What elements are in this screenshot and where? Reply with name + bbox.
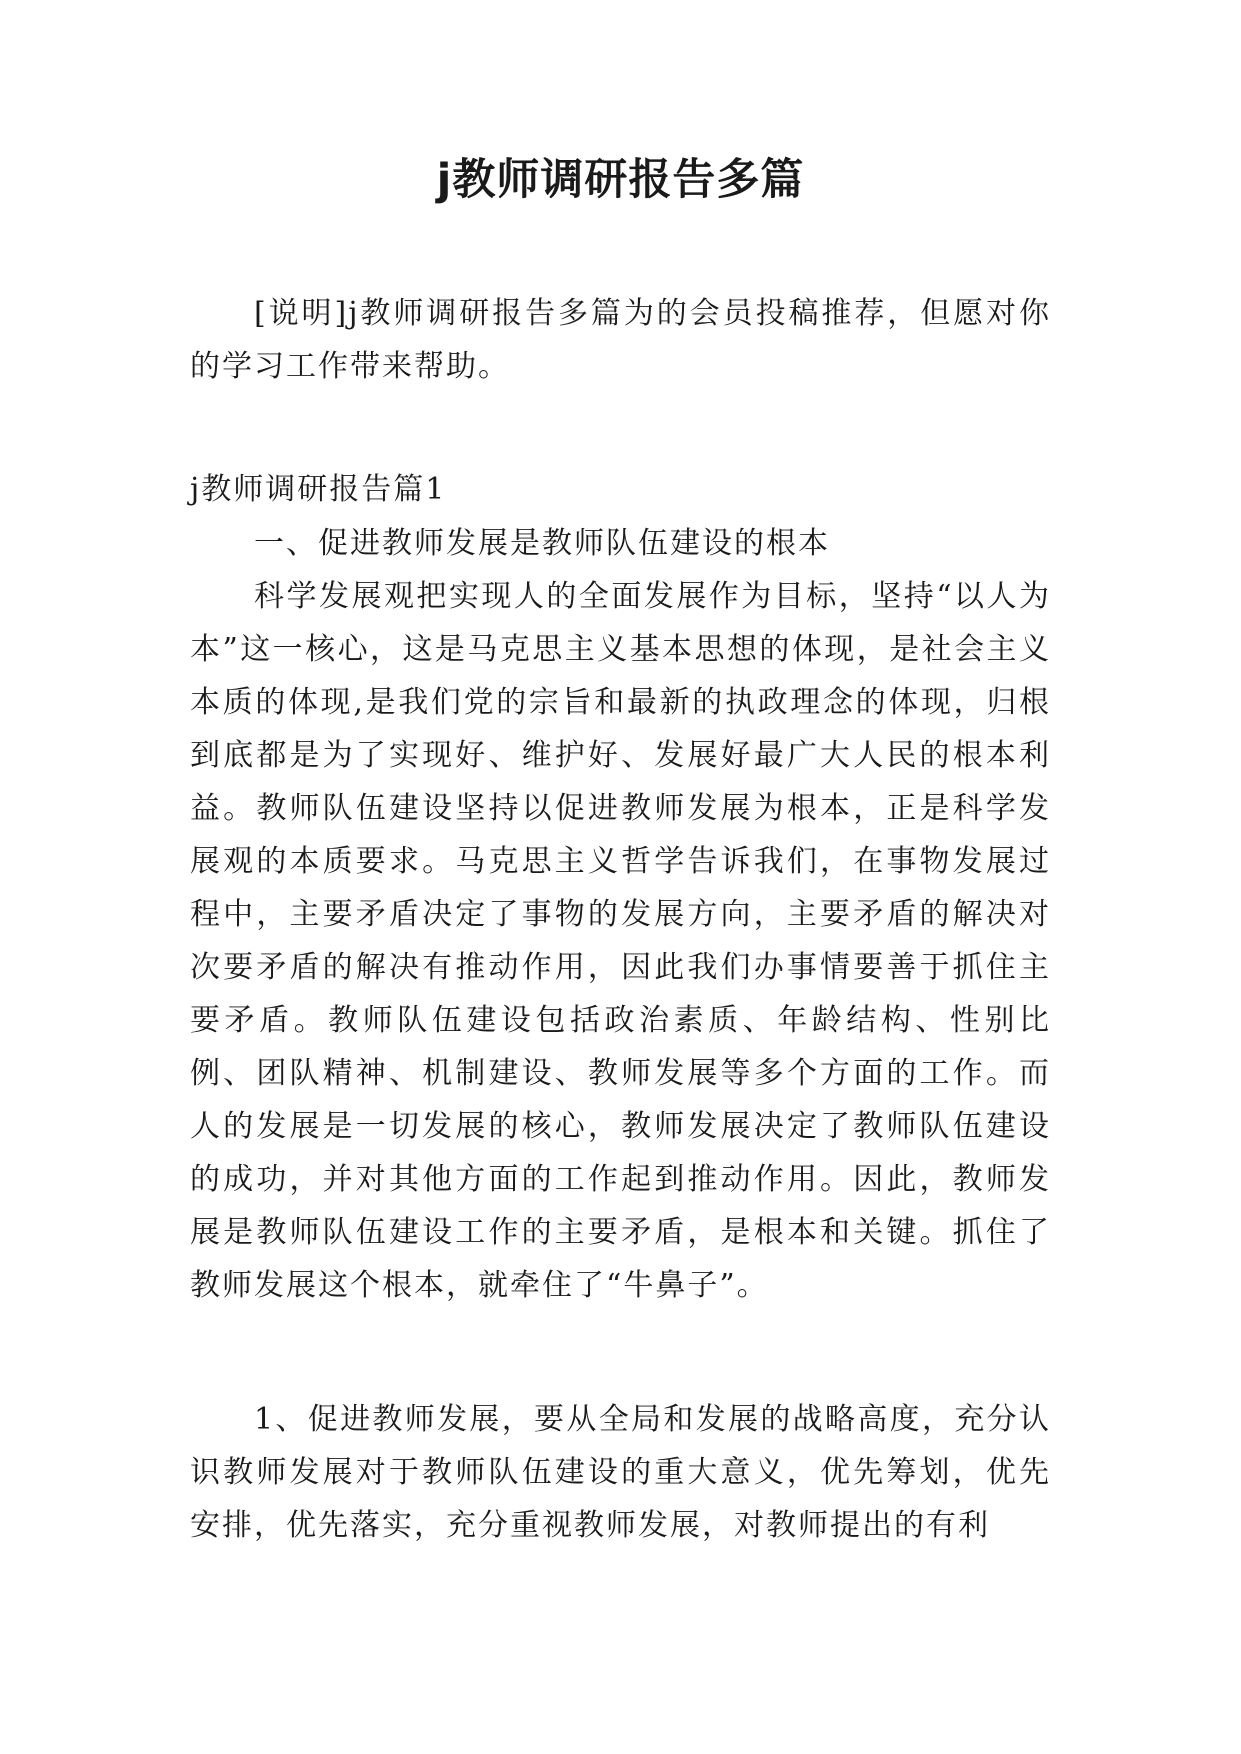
section-heading: j教师调研报告篇1 [190,472,447,507]
intro-paragraph: [说明]j教师调研报告多篇为的会员投稿推荐，但愿对你的学习工作带来帮助。 [190,296,1051,384]
point-1-paragraph: 1、促进教师发展，要从全局和发展的战略高度，充分认识教师发展对于教师队伍建设的重大意义，优先筹划，优先安排，优先落实，充分重视教师发展，对教师提出的有利 [190,1402,1051,1543]
main-paragraph: 科学发展观把实现人的全面发展作为目标，坚持“以人为本”这一核心，这是马克思主义基本思想的体现，是社会主义本质的体现,是我们党的宗旨和最新的执政理念的体现，归根到底都是为了实现好、维护好、发展好最广大人民的根本利益。教师队伍建设坚持以促进教师发展为根本，正是科学发展观的本质要求。马克思主义哲学告诉我们，在事物发展过程中，主要矛盾决定了事物的发展方向，主要矛盾的解决对次要矛盾的解决有推动作用，因此我们办事情要善于抓住主要矛盾。教师队伍建设包括政治素质、年龄结构、性别比例、团队精神、机制建设、教师发展等多个方面的工作。而人的发展是一切发展的核心，教师发展决定了教师队伍建设的成功，并对其他方面的工作起到推动作用。因此，教师发展是教师队伍建设工作的主要矛盾，是根本和关键。抓住了教师发展这个根本，就牵住了“牛鼻子”。 [190,579,1051,1303]
document-title: j教师调研报告多篇 [436,155,805,205]
subheading: 一、促进教师发展是教师队伍建设的根本 [254,526,830,561]
